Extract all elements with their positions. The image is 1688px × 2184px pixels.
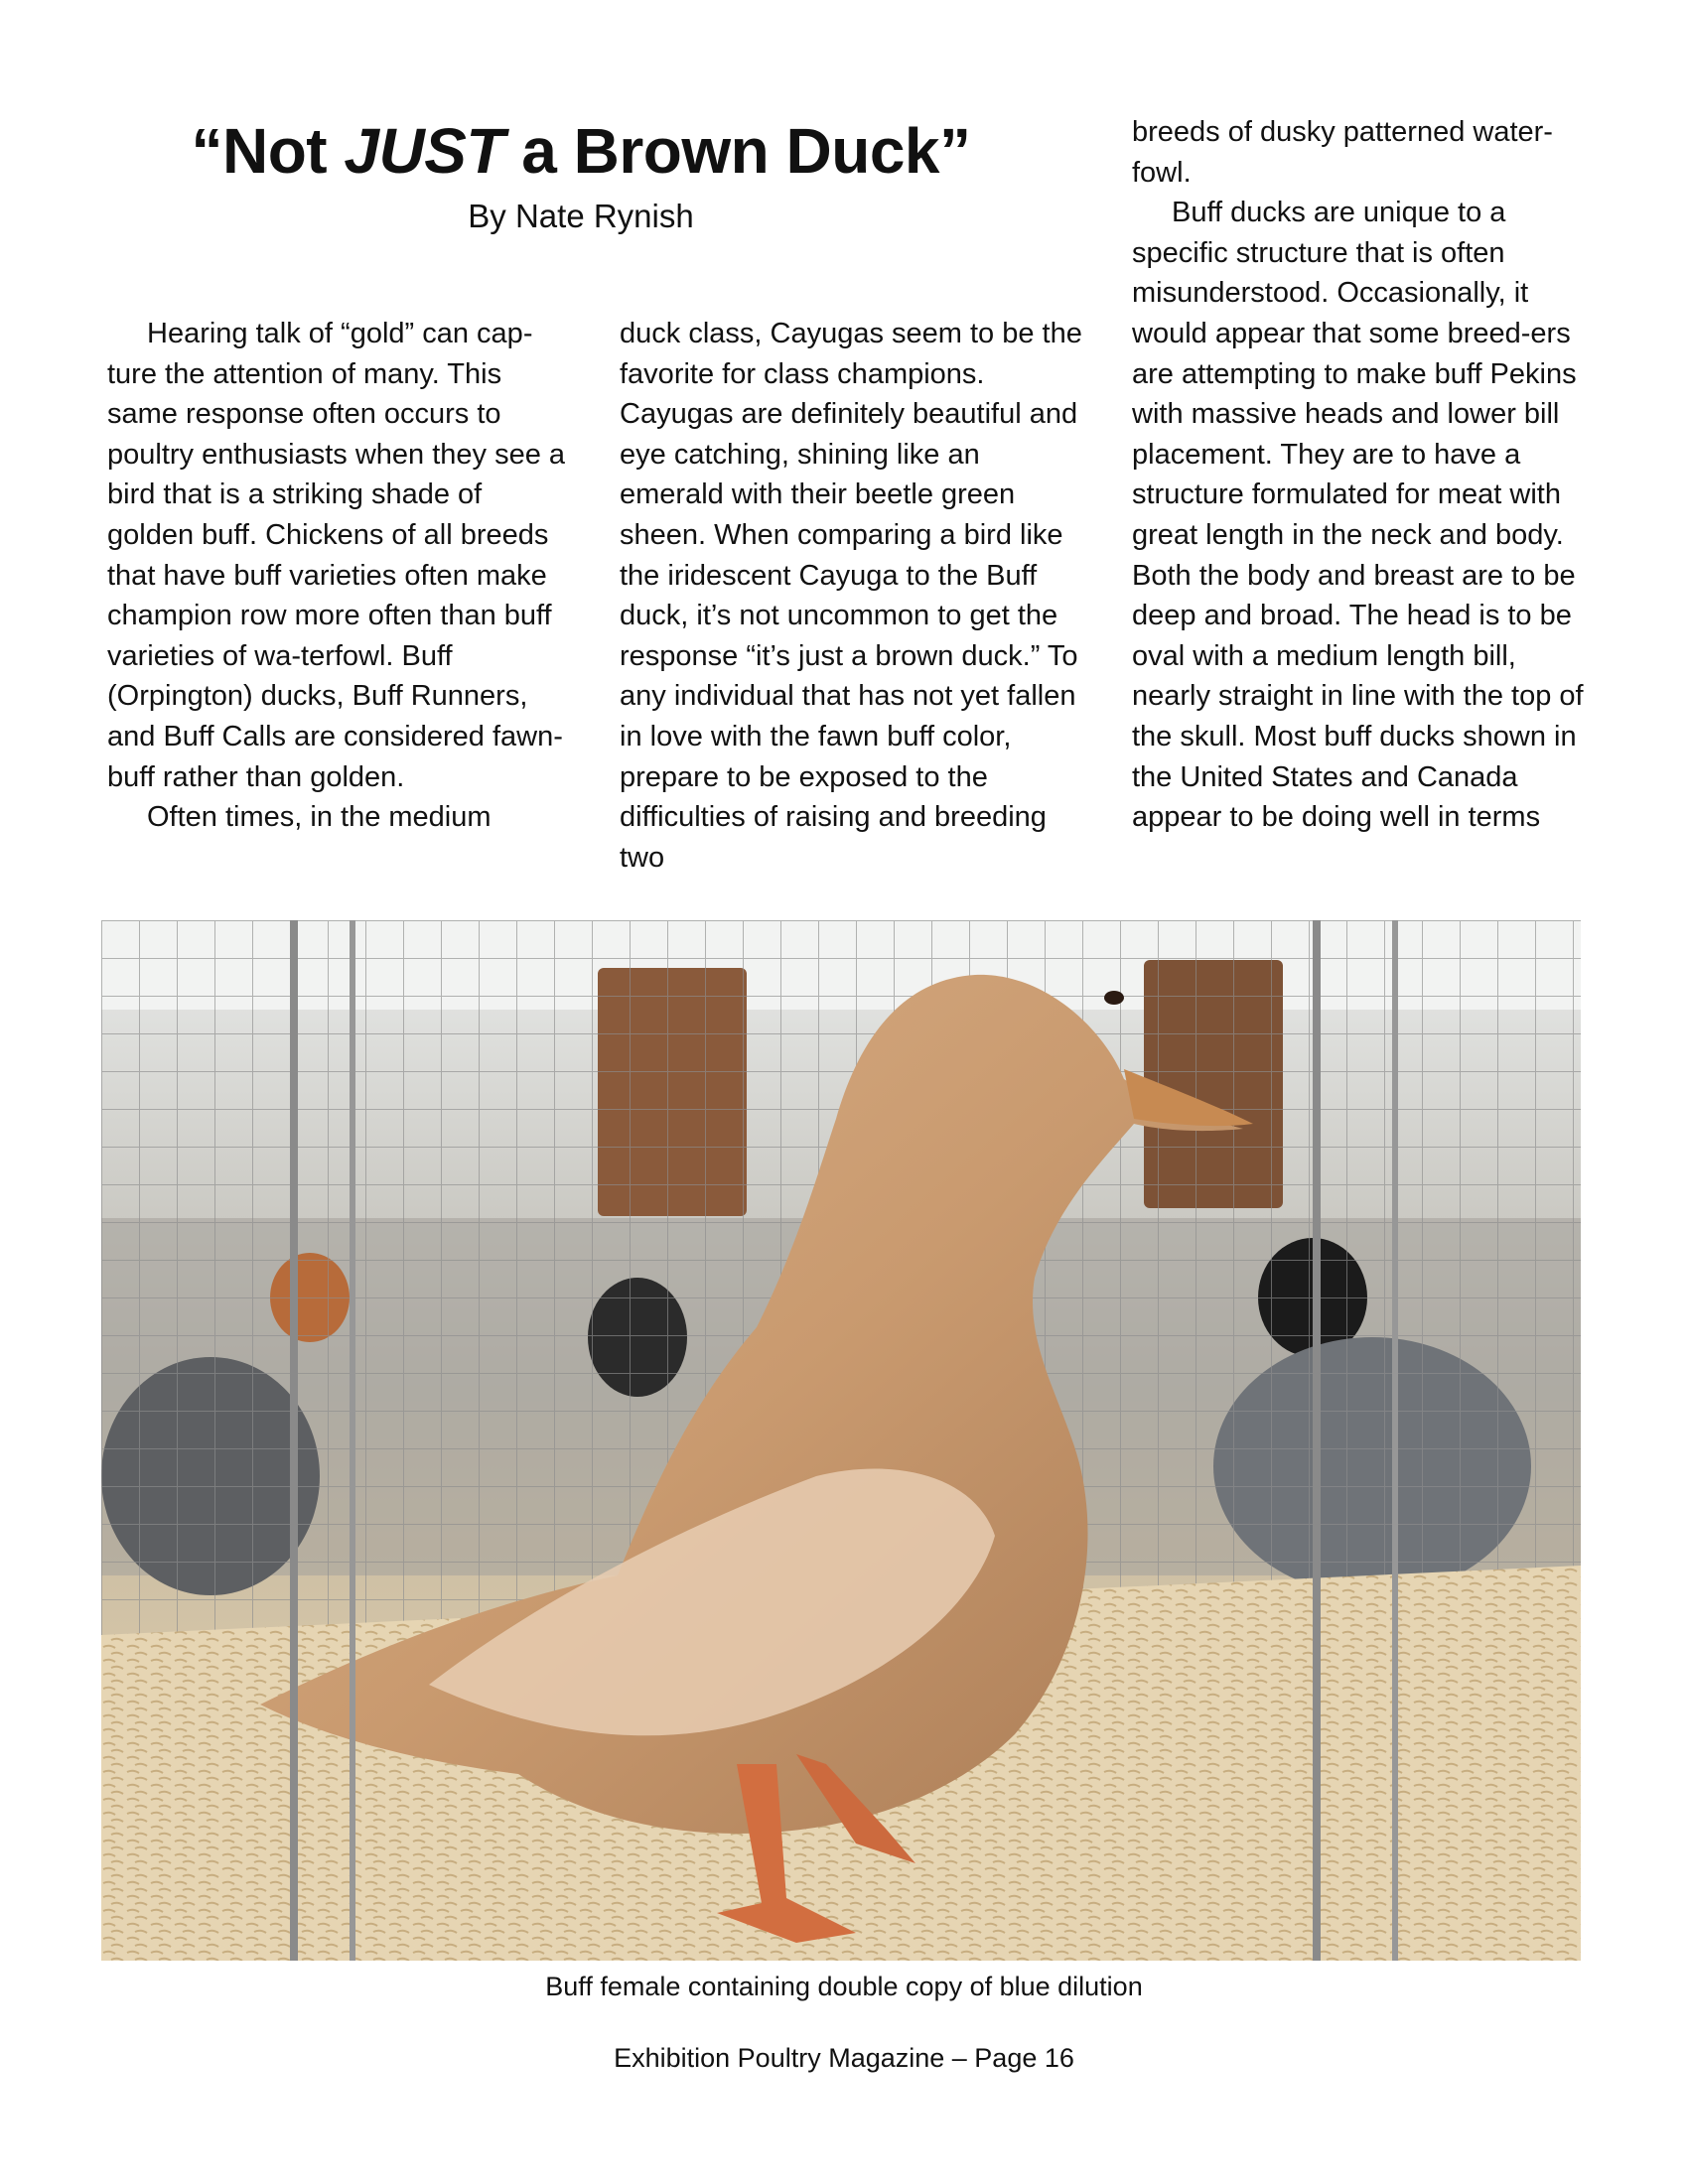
paragraph: breeds of dusky patterned water-fowl. [1132, 116, 1553, 189]
byline: By Nate Rynish [468, 198, 694, 234]
title-part-1: “Not [191, 115, 345, 187]
photo-caption: Buff female containing double copy of blue dilution [545, 1972, 1143, 2001]
article-title [109, 111, 1053, 191]
paragraph: Hearing talk of “gold” can cap-ture the attention of many. This same response often occurs to poultry enthusiasts when they see a bird that is a striking shade of golden buff. Chickens of all breeds that have buff varieties often make champion row more often than buff varieties of wa-terfowl. Buff (Orpington) ducks, Buff Runners, and Buff Calls are considered fawn-buff rather than golden. [107, 318, 566, 793]
paragraph: Often times, in the medium [147, 801, 492, 834]
text-column-1 [107, 314, 574, 838]
paragraph: Buff ducks are unique to a specific structure that is often misunderstood. Occasionally, it would appear that some breed-ers are attempting to make buff Pekins with massive heads and lower bill placement. They are to have a structure formulated for meat with great length in the neck and body. Both the body and breast are to be deep and broad. The head is to be oval with a medium length bill, nearly straight in line with the top of the skull. Most buff ducks shown in the United States and Canada appear to be doing well in terms [1132, 197, 1584, 834]
paragraph: duck class, Cayugas seem to be the favorite for class champions. Cayugas are definitely beautiful and eye catching, shining like an emerald with their beetle green sheen. When comparing a bird like the iridescent Cayuga to the Buff duck, it’s not uncommon to get the response “it’s just a brown duck.” To any individual that has not yet fallen in love with the fawn buff color, prepare to be exposed to the difficulties of raising and breeding two [620, 318, 1082, 874]
text-column-3 [1132, 112, 1599, 838]
title-emphasis: JUST [344, 115, 504, 187]
text-column-2 [620, 314, 1086, 878]
duck-illustration [101, 920, 1581, 1961]
page-footer: Exhibition Poultry Magazine – Page 16 [614, 2043, 1074, 2073]
duck-photo [101, 920, 1581, 1961]
title-part-2: a Brown Duck” [503, 115, 971, 187]
